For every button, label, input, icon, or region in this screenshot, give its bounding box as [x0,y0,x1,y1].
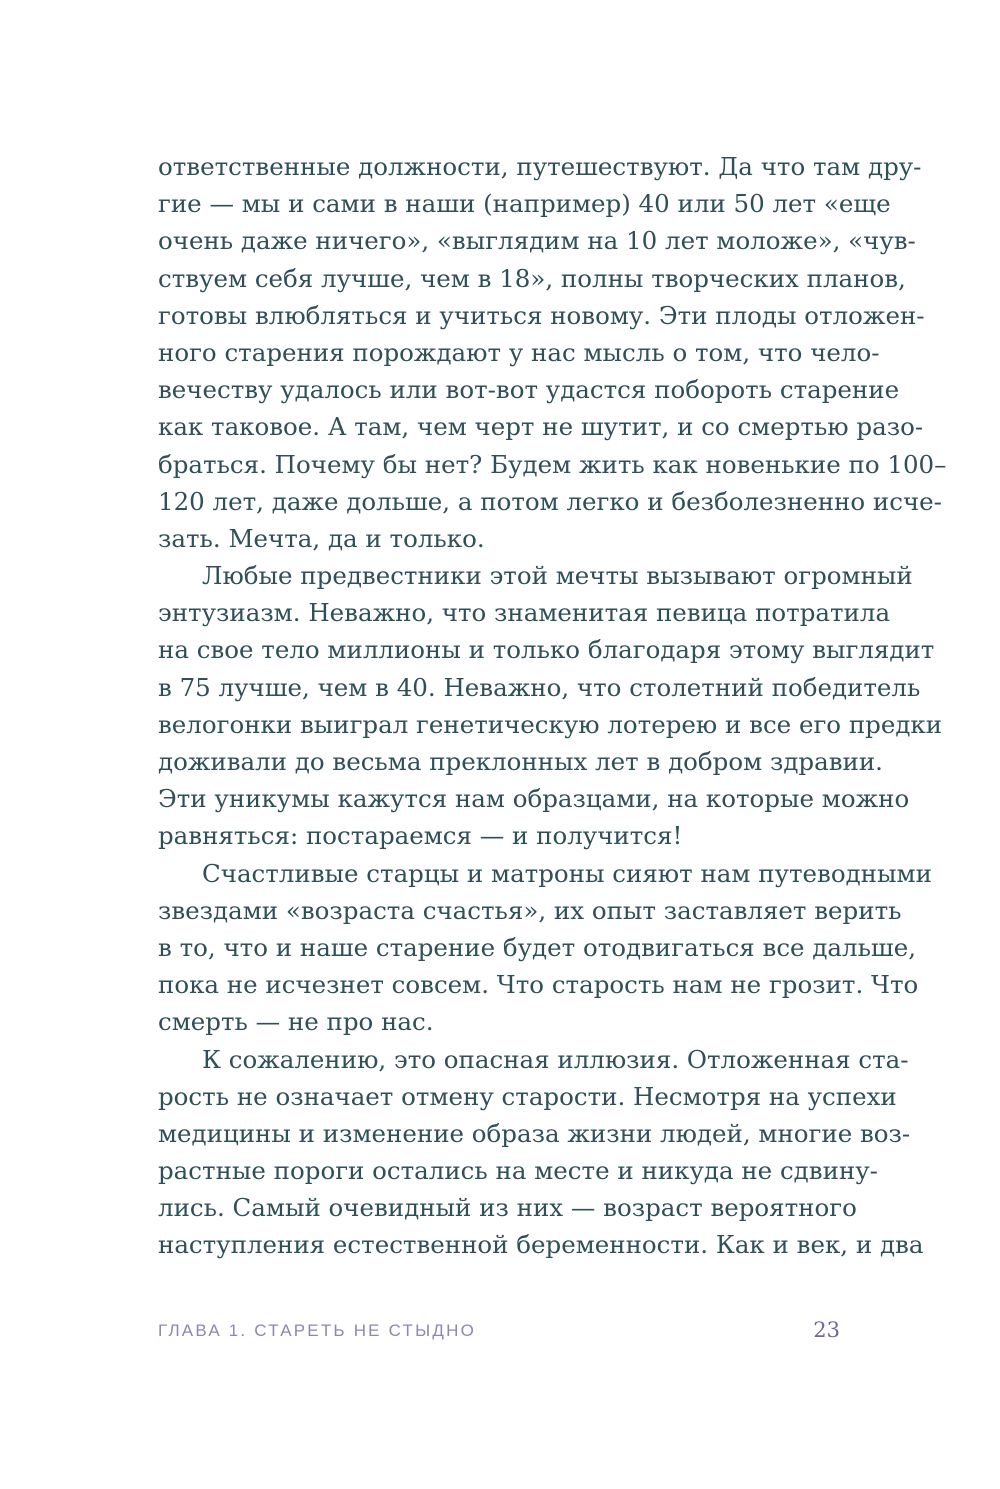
text-line: зать. Мечта, да и только. [158,523,485,553]
page-number: 23 [813,1318,840,1342]
text-line: Эти уникумы кажутся нам образцами, на которые можно [158,784,910,814]
text-line: 120 лет, даже дольше, а потом легко и безболезненно исче- [158,486,942,516]
text-line: смерть — не про нас. [158,1007,434,1037]
text-line: медицины и изменение образа жизни людей, многие воз- [158,1118,911,1148]
text-line: наступления естественной беременности. Как и век, и два [158,1230,924,1260]
text-line: на свое тело миллионы и только благодаря этому выглядит [158,635,935,665]
text-line: очень даже ничего», «выглядим на 10 лет моложе», «чув- [158,226,916,256]
text-line: энтузиазм. Неважно, что знаменитая певица потратила [158,598,891,628]
text-line: К сожалению, это опасная иллюзия. Отложенная ста- [202,1044,909,1074]
text-line: пока не исчезнет совсем. Что старость нам не грозит. Что [158,970,919,1000]
text-line: в то, что и наше старение будет отодвигаться все дальше, [158,932,916,962]
text-line: звездами «возраста счастья», их опыт заставляет верить [158,895,902,925]
text-line: ответственные должности, путешествуют. Да что там дру- [158,152,922,181]
text-line: равняться: постараемся — и получится! [158,821,683,851]
text-line: лись. Самый очевидный из них — возраст вероятного [158,1193,857,1223]
text-line: готовы влюбляться и учиться новому. Эти плоды отложен- [158,300,925,330]
text-line: как таковое. А там, чем черт не шутит, и со смертью разо- [158,412,924,442]
text-line: вечеству удалось или вот-вот удастся побороть старение [158,375,900,405]
text-line: браться. Почему бы нет? Будем жить как новенькие по 100– [158,449,947,479]
text-line: гие — мы и сами в наши (например) 40 или 50 лет «еще [158,189,891,219]
text-line: Счастливые старцы и матроны сияют нам путеводными [202,858,932,888]
text-line: в 75 лучше, чем в 40. Неважно, что столетний победитель [158,672,921,702]
text-line: растные пороги остались на месте и никуда не сдвину- [158,1156,878,1186]
text-line: велогонки выиграл генетическую лотерею и все его предки [158,709,943,739]
body-text [158,148,947,1264]
text-line: рость не означает отмену старости. Несмотря на успехи [158,1081,897,1111]
running-footer-chapter-title: ГЛАВА 1. СТАРЕТЬ НЕ СТЫДНО [158,1321,476,1340]
text-line: доживали до весьма преклонных лет в добром здравии. [158,747,883,776]
text-line: ствуем себя лучше, чем в 18», полны творческих планов, [158,263,906,293]
text-line: ного старения порождают у нас мысль о том, что чело- [158,337,880,367]
text-line: Любые предвестники этой мечты вызывают огромный [202,561,913,591]
